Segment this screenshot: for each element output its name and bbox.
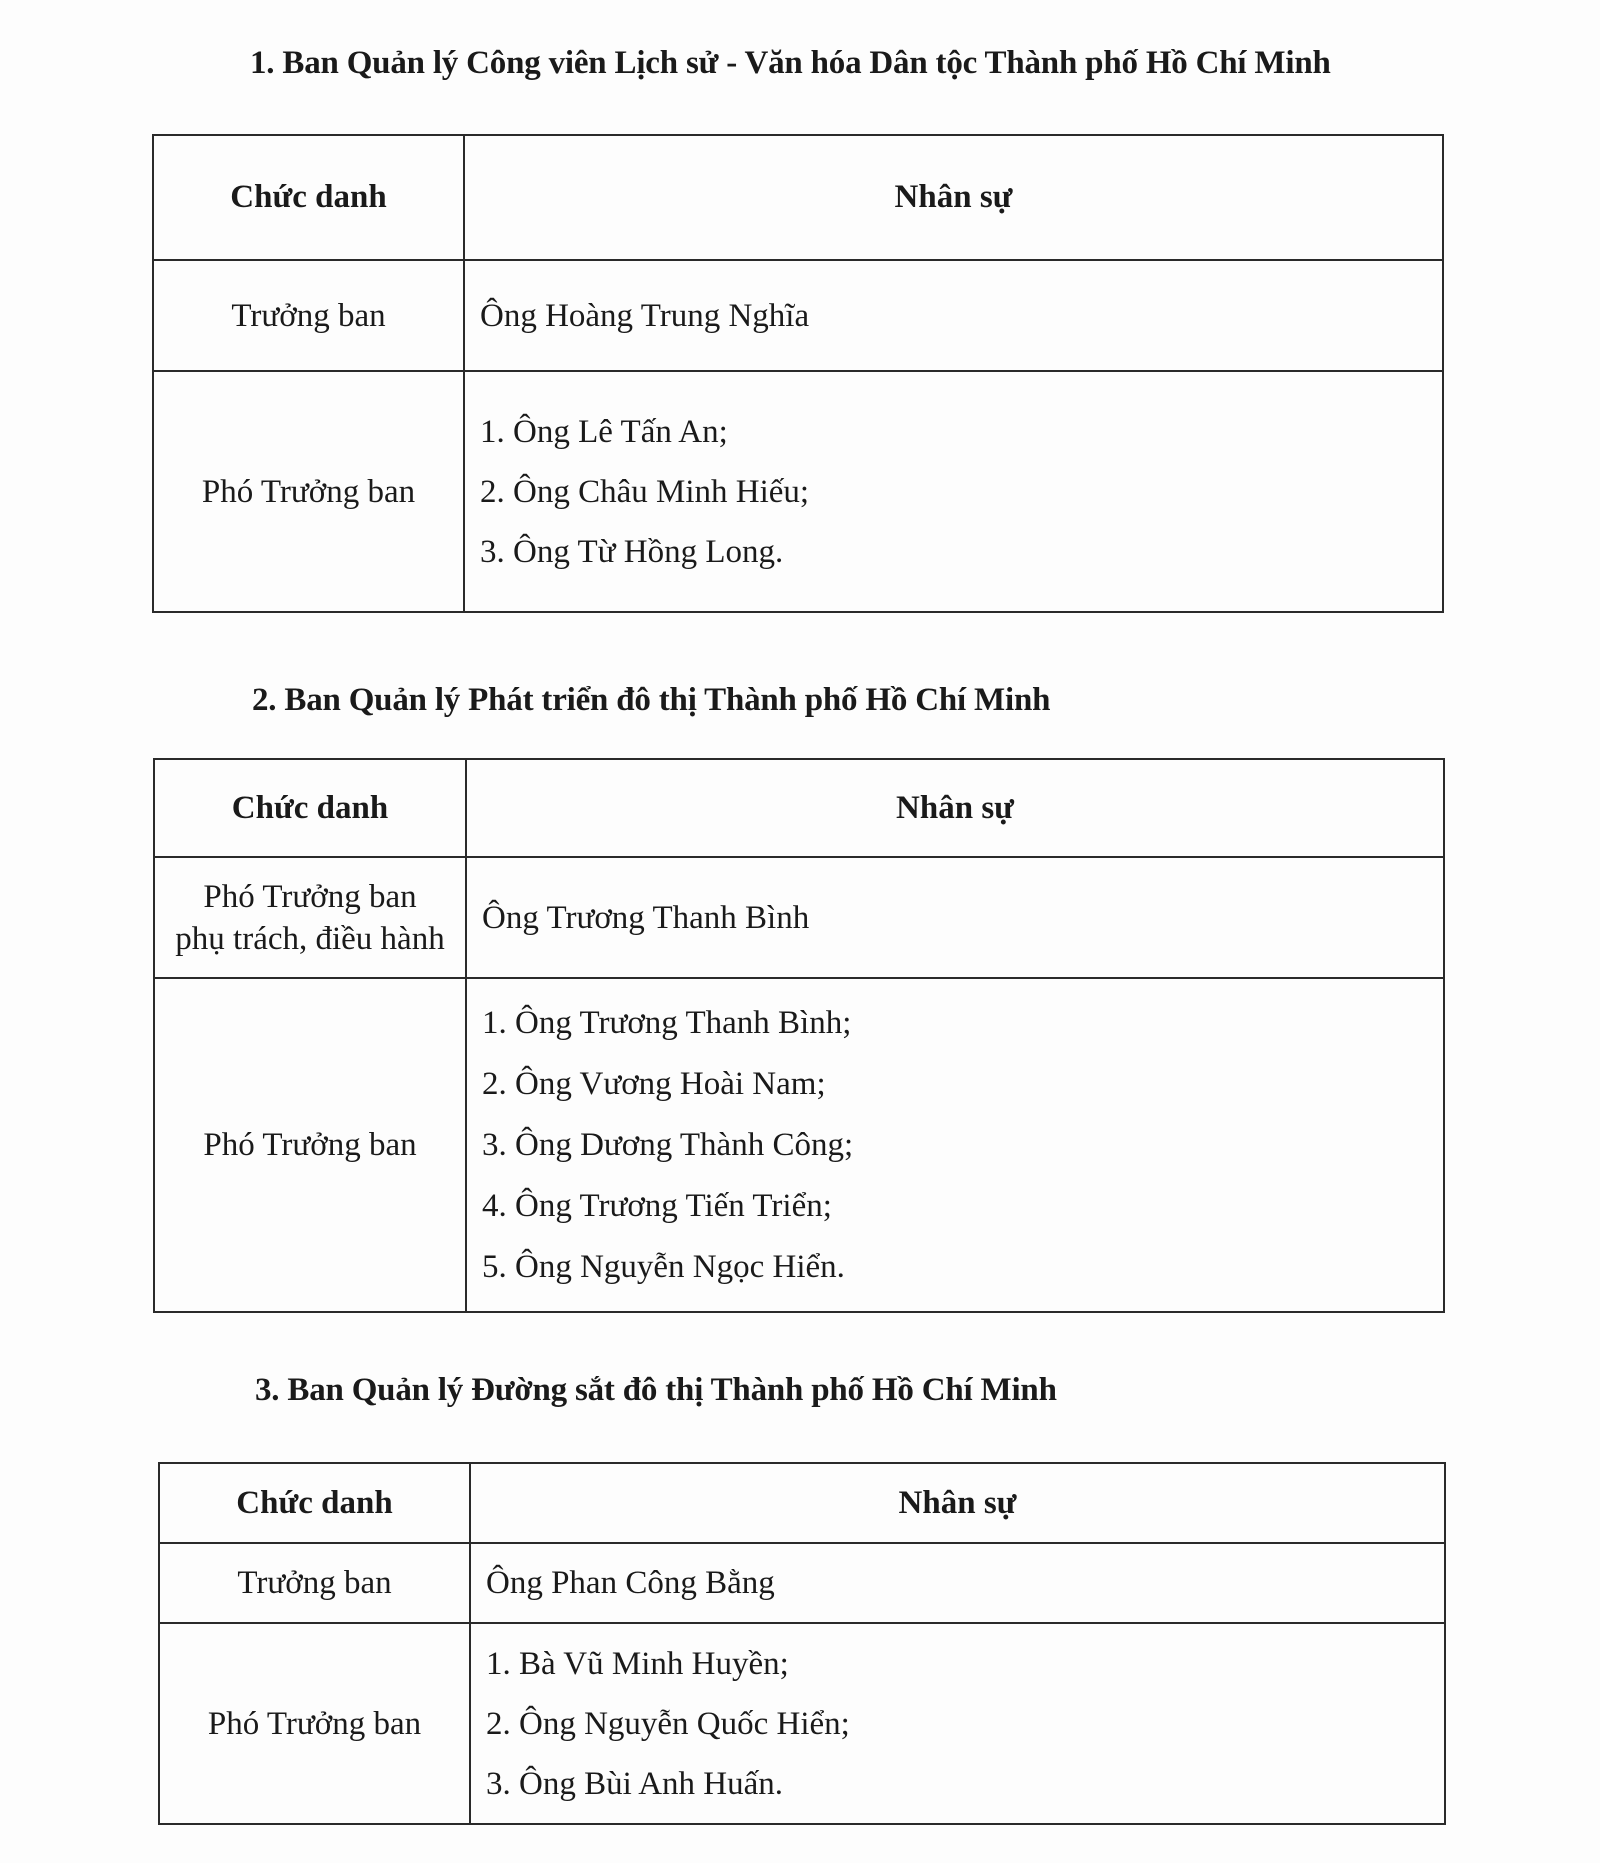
section-3-title: 3. Ban Quản lý Đường sắt đô thị Thành phố Hồ Chí Minh bbox=[255, 1372, 1057, 1408]
personnel-list-item: 2. Ông Nguyễn Quốc Hiển; bbox=[486, 1705, 850, 1742]
position-cell: Trưởng ban bbox=[160, 1544, 471, 1622]
personnel-cell bbox=[465, 261, 1442, 370]
table-row bbox=[155, 977, 1443, 1311]
table-row bbox=[155, 856, 1443, 977]
position-cell: Phó Trưởng ban bbox=[160, 1624, 471, 1823]
table-header-row bbox=[160, 1464, 1444, 1542]
section-1-table bbox=[152, 134, 1444, 613]
position-line: Phó Trưởng ban bbox=[203, 878, 417, 915]
personnel-cell bbox=[467, 979, 1443, 1311]
personnel-list-item: 1. Ông Lê Tấn An; bbox=[480, 413, 728, 450]
personnel-list-item: 4. Ông Trương Tiến Triển; bbox=[482, 1187, 832, 1224]
position-cell: Phó Trưởng ban bbox=[154, 372, 465, 611]
table-row bbox=[154, 259, 1442, 370]
header-personnel: Nhân sự bbox=[896, 789, 1014, 826]
personnel-list-item: 3. Ông Dương Thành Công; bbox=[482, 1126, 854, 1163]
table-header-row bbox=[154, 136, 1442, 259]
personnel-cell bbox=[471, 1624, 1444, 1823]
section-1-title: 1. Ban Quản lý Công viên Lịch sử - Văn hóa Dân tộc Thành phố Hồ Chí Minh bbox=[250, 45, 1331, 81]
personnel-list-item: 1. Bà Vũ Minh Huyền; bbox=[486, 1645, 789, 1682]
personnel-list-item: 3. Ông Từ Hồng Long. bbox=[480, 533, 784, 570]
personnel-cell bbox=[471, 1544, 1444, 1622]
personnel-cell bbox=[467, 858, 1443, 977]
position-cell: Trưởng ban bbox=[154, 261, 465, 370]
section-2-table bbox=[153, 758, 1445, 1313]
position-cell bbox=[155, 858, 467, 977]
table-row bbox=[160, 1542, 1444, 1622]
personnel-cell bbox=[465, 372, 1442, 611]
header-position: Chức danh bbox=[154, 136, 465, 259]
header-position: Chức danh bbox=[160, 1464, 471, 1542]
section-3-table bbox=[158, 1462, 1446, 1825]
personnel-list-item: 2. Ông Vương Hoài Nam; bbox=[482, 1065, 826, 1102]
header-position: Chức danh bbox=[155, 760, 467, 856]
section-2-title: 2. Ban Quản lý Phát triển đô thị Thành phố Hồ Chí Minh bbox=[252, 682, 1051, 718]
personnel-name: Ông Phan Công Bằng bbox=[486, 1565, 775, 1601]
personnel-list-item: 2. Ông Châu Minh Hiếu; bbox=[480, 473, 810, 510]
position-cell: Phó Trưởng ban bbox=[155, 979, 467, 1311]
table-row bbox=[160, 1622, 1444, 1823]
personnel-list-item: 1. Ông Trương Thanh Bình; bbox=[482, 1004, 852, 1041]
personnel-name: Ông Trương Thanh Bình bbox=[482, 899, 810, 936]
position-line: phụ trách, điều hành bbox=[175, 920, 445, 957]
table-header-row bbox=[155, 760, 1443, 856]
personnel-list-item: 5. Ông Nguyễn Ngọc Hiển. bbox=[482, 1248, 845, 1285]
header-personnel: Nhân sự bbox=[894, 179, 1013, 215]
personnel-list-item: 3. Ông Bùi Anh Huấn. bbox=[486, 1765, 783, 1802]
table-row bbox=[154, 370, 1442, 611]
header-personnel: Nhân sự bbox=[898, 1484, 1017, 1521]
personnel-name: Ông Hoàng Trung Nghĩa bbox=[480, 297, 810, 334]
